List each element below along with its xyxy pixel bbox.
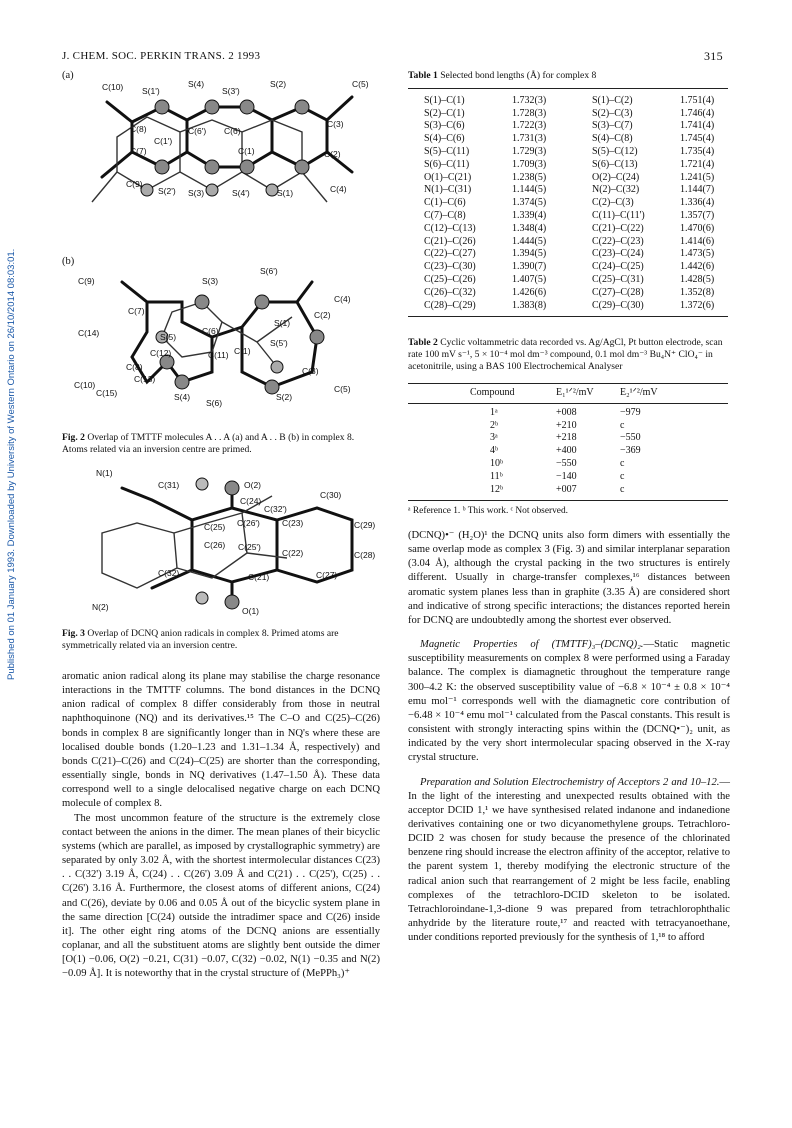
potential-cell: −550	[620, 432, 641, 444]
atom-label: C(6)	[224, 126, 241, 136]
atom-label: C(14)	[78, 328, 100, 338]
bond-cell: S(2)–C(1)	[424, 107, 465, 119]
length-cell: 1.339(4)	[512, 210, 547, 222]
compound-cell: 3ᵃ	[490, 432, 498, 444]
fig2a-structure	[62, 72, 380, 250]
length-cell: 1.336(4)	[680, 197, 715, 209]
atom-label: C(2)	[324, 149, 341, 159]
fig2-caption	[62, 432, 380, 456]
length-cell: 1.470(6)	[680, 222, 715, 234]
table2-bottom-rule	[408, 500, 728, 501]
bond-cell: S(1)–C(2)	[592, 94, 633, 106]
atom-label: C(1)	[238, 146, 255, 156]
atom-label: S(4)	[188, 79, 205, 89]
atom-label: S(2')	[158, 186, 176, 196]
table2-data	[470, 406, 680, 496]
length-cell: 1.746(4)	[680, 107, 715, 119]
paragraph: (DCNQ)•⁻ (H₂O)¹ the DCNQ units also form dimers with essentially the same overlap mode as complex 3 (Fig. 3) and similar interplanar separation (3.04 Å), although the crystal packing in the two structures is entirely different. Usually in charge-transfer complexes,¹⁶ distances between aromatic system planes less than in graphite (3.35 Å) are considered short and indicative of strong specific interactions; the distances reported herein for DCNQ are undoubtedly among the shortest ever observed.	[408, 530, 730, 626]
potential-cell: +210	[556, 419, 577, 431]
length-cell: 1.238(5)	[512, 171, 547, 183]
atom-label: C(3)	[327, 119, 344, 129]
bond-cell: C(21)–C(22)	[592, 222, 644, 234]
bond-cell: S(1)–C(1)	[424, 94, 465, 106]
table-row	[424, 145, 740, 158]
length-cell: 1.414(6)	[680, 235, 715, 247]
length-cell: 1.383(8)	[512, 299, 547, 311]
atom-label: S(4')	[232, 188, 250, 198]
atom-label: C(12)	[150, 348, 172, 358]
atom-label: S(3')	[222, 86, 240, 96]
length-cell: 1.374(5)	[512, 197, 547, 209]
atom-label: C(2)	[314, 310, 331, 320]
table-row	[470, 470, 680, 483]
length-cell: 1.352(8)	[680, 286, 715, 298]
table1-label: Table 1	[408, 70, 438, 81]
compound-cell: 10ᵇ	[490, 458, 504, 470]
table2-title	[408, 337, 730, 373]
table-row	[470, 444, 680, 457]
fig2-caption-label: Fig. 2	[62, 432, 85, 443]
potential-cell: −550	[556, 458, 577, 470]
bond-cell: C(28)–C(29)	[424, 299, 476, 311]
potential-cell: +008	[556, 406, 577, 418]
length-cell: 1.390(7)	[512, 261, 547, 273]
bond-cell: S(2)–C(3)	[592, 107, 633, 119]
potential-cell: c	[620, 458, 625, 470]
compound-cell: 4ᵇ	[490, 445, 499, 457]
bond-cell: S(6)–C(11)	[424, 158, 470, 170]
length-cell: 1.442(6)	[680, 261, 715, 273]
atom-label: C(1')	[154, 136, 173, 146]
atom-label: C(32')	[264, 504, 287, 514]
atom-label: C(11)	[208, 350, 229, 360]
atom-label: O(2)	[244, 480, 261, 490]
atom-label: S(4)	[174, 392, 191, 402]
paragraph: aromatic anion radical along its plane may stabilise the charge resonance interactions in the TMTTF columns. The bond distances in the DCNQ anion radical of complex 8 differ considerably from those in neutral naphthoquinone (NQ) and its derivatives.¹⁵ The C–O and C(25)–C(26) bonds in complex 8 are significantly longer than in NQ's where these are localised double bonds (1.20–1.23 and 1.31–1.34 Å, respectively) and bonds C(21)–C(26) and C(24)–C(25) are shorter than the corresponding, essentially single, bonds in NQ derivatives (1.47–1.50 Å). These data correspond well to a single delocalised negative charge on each DCNQ molecule of complex 8.	[62, 671, 380, 810]
table-row	[424, 184, 740, 197]
length-cell: 1.741(4)	[680, 120, 715, 132]
page-number: 315	[704, 49, 723, 63]
fig2a-atom-labels	[102, 79, 369, 198]
atom-label: C(13)	[134, 374, 156, 384]
atom-label: C(9)	[78, 276, 95, 286]
atom-label: C(8)	[130, 124, 147, 134]
atom-label: C(3)	[302, 366, 319, 376]
atom-label: C(6')	[188, 126, 207, 136]
atom-label: C(1)	[234, 346, 251, 356]
atom-label: S(2)	[276, 392, 293, 402]
bond-cell: C(2)–C(3)	[592, 197, 634, 209]
table1-title-text: Selected bond lengths (Å) for complex 8	[440, 70, 597, 81]
bond-cell: O(1)–C(21)	[424, 171, 472, 183]
potential-cell: +400	[556, 445, 577, 457]
length-cell: 1.473(5)	[680, 248, 715, 260]
bond-cell: C(22)–C(23)	[592, 235, 644, 247]
potential-cell: +007	[556, 483, 577, 495]
table2-footnote: ᵃ Reference 1. ᵇ This work. ᶜ Not observed.	[408, 506, 568, 516]
atom-label: C(10)	[74, 380, 96, 390]
table2-top-rule	[408, 383, 728, 384]
length-cell: 1.394(5)	[512, 248, 547, 260]
atom-label: S(6')	[260, 266, 278, 276]
section-body: —In the light of the interesting and unexpected results obtained with the acceptor DCID 1,¹ we have synthesised related indanone and indanedione derivatives containing one or two dicyanomethylene groups. Tetrachloro-DCID 2 was chosen for study because the presence of the chlorinated benzene ring should increase the electron affinity of the acceptor, relative to the parent system 1, thereby modifying the electronic structure of the radical anion such that rearrangement of 2 might be less facile, enabling complexes of the tetrachloro-DCID skeleton to be isolated. Tetrachloroindane-1,3-dione 9 was prepared from tetrachlorophthalic anhydride by the literature route,¹⁷ and reacted with tetracyanoethane, under conditions reported previously for the synthesis of 1,¹⁸ to afford	[408, 776, 730, 944]
bond-cell: C(29)–C(30)	[592, 299, 644, 311]
paragraph-magnetic	[408, 638, 730, 765]
table1	[424, 94, 740, 312]
potential-cell: +218	[556, 432, 577, 444]
atom-label: N(2)	[92, 602, 109, 612]
table1-body	[424, 94, 740, 312]
table-row	[470, 406, 680, 419]
table1-title	[408, 70, 596, 81]
atom-label: C(24)	[240, 496, 262, 506]
length-cell: 1.426(6)	[512, 286, 547, 298]
atom-label: N(1)	[96, 468, 113, 478]
table-row	[424, 299, 740, 312]
table-row	[424, 107, 740, 120]
fig2-caption-text: Overlap of TMTTF molecules A . . A (a) and A . . B (b) in complex 8. Atoms related via an inversion centre are primed.	[62, 432, 355, 455]
length-cell: 1.144(5)	[512, 184, 547, 196]
table-row	[424, 158, 740, 171]
atom-label: S(1')	[142, 86, 160, 96]
atom-label: C(8)	[126, 362, 143, 372]
potential-cell: c	[620, 419, 625, 431]
fig2b-structure	[62, 262, 380, 432]
atom-label: C(10)	[102, 82, 124, 92]
download-watermark-text: Published on 01 January 1993. Downloaded by University of Western Ontario on 26/10/2014 08:03:01.	[6, 248, 17, 680]
potential-cell: c	[620, 470, 625, 482]
length-cell: 1.745(4)	[680, 133, 715, 145]
length-cell: 1.751(4)	[680, 94, 715, 106]
length-cell: 1.729(3)	[512, 146, 547, 158]
bond-cell: S(3)–C(6)	[424, 120, 465, 132]
length-cell: 1.709(3)	[512, 158, 547, 170]
atom-label: C(25')	[238, 542, 261, 552]
fig3-caption	[62, 628, 380, 652]
atom-label: C(15)	[96, 388, 118, 398]
atom-label: C(30)	[320, 490, 342, 500]
journal-header: J. CHEM. SOC. PERKIN TRANS. 2 1993	[62, 50, 261, 62]
bond-cell: N(1)–C(31)	[424, 184, 472, 196]
atom-label: C(27)	[316, 570, 338, 580]
fig2b-label: (b)	[62, 256, 75, 267]
atom-label: S(1)	[274, 318, 291, 328]
fig2a-bonds	[102, 97, 352, 177]
column-header: E₂¹ᐟ²/mV	[620, 386, 658, 398]
compound-cell: 1ᵃ	[490, 406, 498, 418]
length-cell: 1.428(5)	[680, 274, 715, 286]
column-header: Compound	[470, 386, 515, 398]
compound-cell: 11ᵇ	[490, 470, 503, 482]
length-cell: 1.357(7)	[680, 210, 715, 222]
atom-label: O(1)	[242, 606, 259, 616]
atom-label: S(1)	[277, 188, 294, 198]
fig3-caption-text: Overlap of DCNQ anion radicals in complex 8. Primed atoms are symmetrically related via an inversion centre.	[62, 628, 339, 651]
length-cell: 1.407(5)	[512, 274, 547, 286]
length-cell: 1.372(6)	[680, 299, 715, 311]
bond-cell: C(11)–C(11')	[592, 210, 645, 222]
atom-label: C(4)	[330, 184, 347, 194]
fig3-bonds	[122, 488, 352, 602]
potential-cell: c	[620, 483, 625, 495]
atom-label: C(23)	[282, 518, 304, 528]
atom-label: C(26')	[237, 518, 260, 528]
length-cell: 1.728(3)	[512, 107, 547, 119]
table-row	[424, 196, 740, 209]
paragraph: The most uncommon feature of the structure is the extremely close contact between the anions in the dimer. The mean planes of their bicyclic systems (which are parallel, as imposed by crystallographic symmetry) are separated by only 3.02 Å, with the shortest intermolecular distances C(23) . . C(32') 3.19 Å, C(24) . . C(26') 3.09 Å and C(21) . . C(25'), C(25) . . C(26') 3.16 Å. Furthermore, the closest atoms of different anions, C(24) and C(26), deviate by 0.06 and 0.05 Å out of the bicyclic system plane in the same direction [C(24) outside the intradimer space and C(26) inside it]. The other eight ring atoms of the DCNQ anions are essentially coplanar, and all the substituent atoms are slightly bent outside the dimer [O(1) −0.06, O(2) −0.21, C(31) −0.07, C(32) −0.02, N(1) −0.35 and N(2) −0.09 Å]. It is noteworthy that in the crystal structure of (MePPh₃)⁺	[62, 812, 380, 980]
potential-cell: −140	[556, 470, 577, 482]
table-row	[424, 171, 740, 184]
atom-label: C(31)	[158, 480, 180, 490]
table-row	[424, 248, 740, 261]
atom-label: C(25)	[204, 522, 226, 532]
atom-label: C(28)	[354, 550, 376, 560]
bond-cell: C(23)–C(24)	[592, 248, 644, 260]
table2-body	[470, 406, 680, 496]
bond-cell: C(25)–C(26)	[424, 274, 476, 286]
bond-cell: O(2)–C(24)	[592, 171, 640, 183]
bond-cell: C(26)–C(32)	[424, 286, 476, 298]
fig3-structure	[62, 468, 380, 620]
table-row	[470, 483, 680, 496]
table-row	[424, 132, 740, 145]
atom-label: S(3)	[202, 276, 219, 286]
bond-cell: S(4)–C(8)	[592, 133, 633, 145]
length-cell: 1.735(4)	[680, 146, 715, 158]
table2-label: Table 2	[408, 337, 438, 348]
bond-cell: C(25)–C(31)	[592, 274, 644, 286]
bond-cell: C(21)–C(26)	[424, 235, 476, 247]
length-cell: 1.348(4)	[512, 222, 547, 234]
potential-cell: −369	[620, 445, 641, 457]
download-watermark	[4, 0, 18, 1128]
table1-bottom-rule	[408, 316, 728, 317]
atom-label: S(2)	[270, 79, 287, 89]
table-row	[470, 432, 680, 445]
atom-label: C(7)	[128, 306, 145, 316]
atom-label: C(32)	[158, 568, 180, 578]
length-cell: 1.722(3)	[512, 120, 547, 132]
bond-cell: S(3)–C(7)	[592, 120, 633, 132]
table2-title-text: Cyclic voltammetric data recorded vs. Ag/AgCl, Pt button electrode, scan rate 100 mV s⁻¹, 5 × 10⁻⁴ mol dm⁻³ compound, 0.1 mol dm⁻³ Bu₄N⁺ ClO₄⁻ in acetonitrile, using a BAS 100 Electrochemical Analyser	[408, 337, 723, 372]
table-row	[424, 286, 740, 299]
paragraph-preparation	[408, 776, 730, 946]
bond-cell: C(23)–C(30)	[424, 261, 476, 273]
length-cell: 1.721(4)	[680, 158, 715, 170]
atom-label: C(5)	[352, 79, 369, 89]
atom-label: C(26)	[204, 540, 226, 550]
length-cell: 1.731(3)	[512, 133, 547, 145]
section-title: Preparation and Solution Electrochemistry of Acceptors 2 and 10–12.	[420, 776, 720, 788]
bond-cell: S(4)–C(6)	[424, 133, 465, 145]
bond-cell: C(7)–C(8)	[424, 210, 466, 222]
compound-cell: 12ᵇ	[490, 483, 504, 495]
atom-label: C(5)	[334, 384, 351, 394]
table-header-row	[470, 386, 680, 399]
atom-label: S(5')	[270, 338, 288, 348]
bond-cell: N(2)–C(32)	[592, 184, 640, 196]
table-row	[424, 209, 740, 222]
column-header: E₁¹ᐟ²/mV	[556, 386, 594, 398]
length-cell: 1.732(3)	[512, 94, 547, 106]
table-row	[424, 235, 740, 248]
bond-cell: C(1)–C(6)	[424, 197, 466, 209]
bond-cell: S(6)–C(13)	[592, 158, 638, 170]
bond-cell: C(12)–C(13)	[424, 222, 476, 234]
table-row	[470, 419, 680, 432]
atom-label: C(7)	[130, 146, 147, 156]
table-row	[424, 260, 740, 273]
table-row	[424, 222, 740, 235]
atom-label: C(6)	[202, 326, 219, 336]
section-body: —Static magnetic susceptibility measurements on complex 8 were performed using a Faraday balance. The complex is diamagnetic throughout the temperature range 300–4.2 K: the observed susceptibility value of −6.8 × 10⁻⁴ ± 0.8 × 10⁻⁴ emu mol⁻¹ corresponds well with the diamagnetic core contribution of −6.48 × 10⁻⁴ emu mol⁻¹ calculated from the Pascal constants. This result is consistent with strongly interacting spins within the (DCNQ•⁻)₂ unit, as indicated by the very short intermolecular spacing observed in the X-ray crystal structure.	[408, 639, 730, 764]
bond-cell: S(5)–C(12)	[592, 146, 638, 158]
bond-cell: C(27)–C(28)	[592, 286, 644, 298]
length-cell: 1.144(7)	[680, 184, 715, 196]
atom-label: C(29)	[354, 520, 376, 530]
atom-label: C(21)	[248, 572, 270, 582]
table-row	[424, 120, 740, 133]
table-row	[470, 457, 680, 470]
left-column-text	[62, 670, 380, 981]
compound-cell: 2ᵇ	[490, 419, 499, 431]
right-column-text	[408, 529, 730, 945]
fig3-caption-label: Fig. 3	[62, 628, 85, 639]
table2	[470, 386, 680, 399]
table-row	[424, 273, 740, 286]
section-title: Magnetic Properties of (TMTTF)₃–(DCNQ)₂.	[420, 639, 644, 651]
table-row	[424, 94, 740, 107]
bond-cell: S(5)–C(11)	[424, 146, 470, 158]
atom-label: S(3)	[188, 188, 205, 198]
atom-label: C(4)	[334, 294, 351, 304]
bond-cell: C(24)–C(25)	[592, 261, 644, 273]
bond-cell: C(22)–C(27)	[424, 248, 476, 260]
fig2a-label: (a)	[62, 70, 74, 81]
table2-header-rule	[408, 403, 728, 404]
table1-top-rule	[408, 88, 728, 89]
potential-cell: −979	[620, 406, 641, 418]
length-cell: 1.444(5)	[512, 235, 547, 247]
atom-label: S(5)	[160, 332, 177, 342]
atom-label: S(6)	[206, 398, 223, 408]
length-cell: 1.241(5)	[680, 171, 715, 183]
fig2b-bonds	[122, 282, 317, 387]
atom-label: C(9)	[126, 179, 143, 189]
atom-label: C(22)	[282, 548, 304, 558]
